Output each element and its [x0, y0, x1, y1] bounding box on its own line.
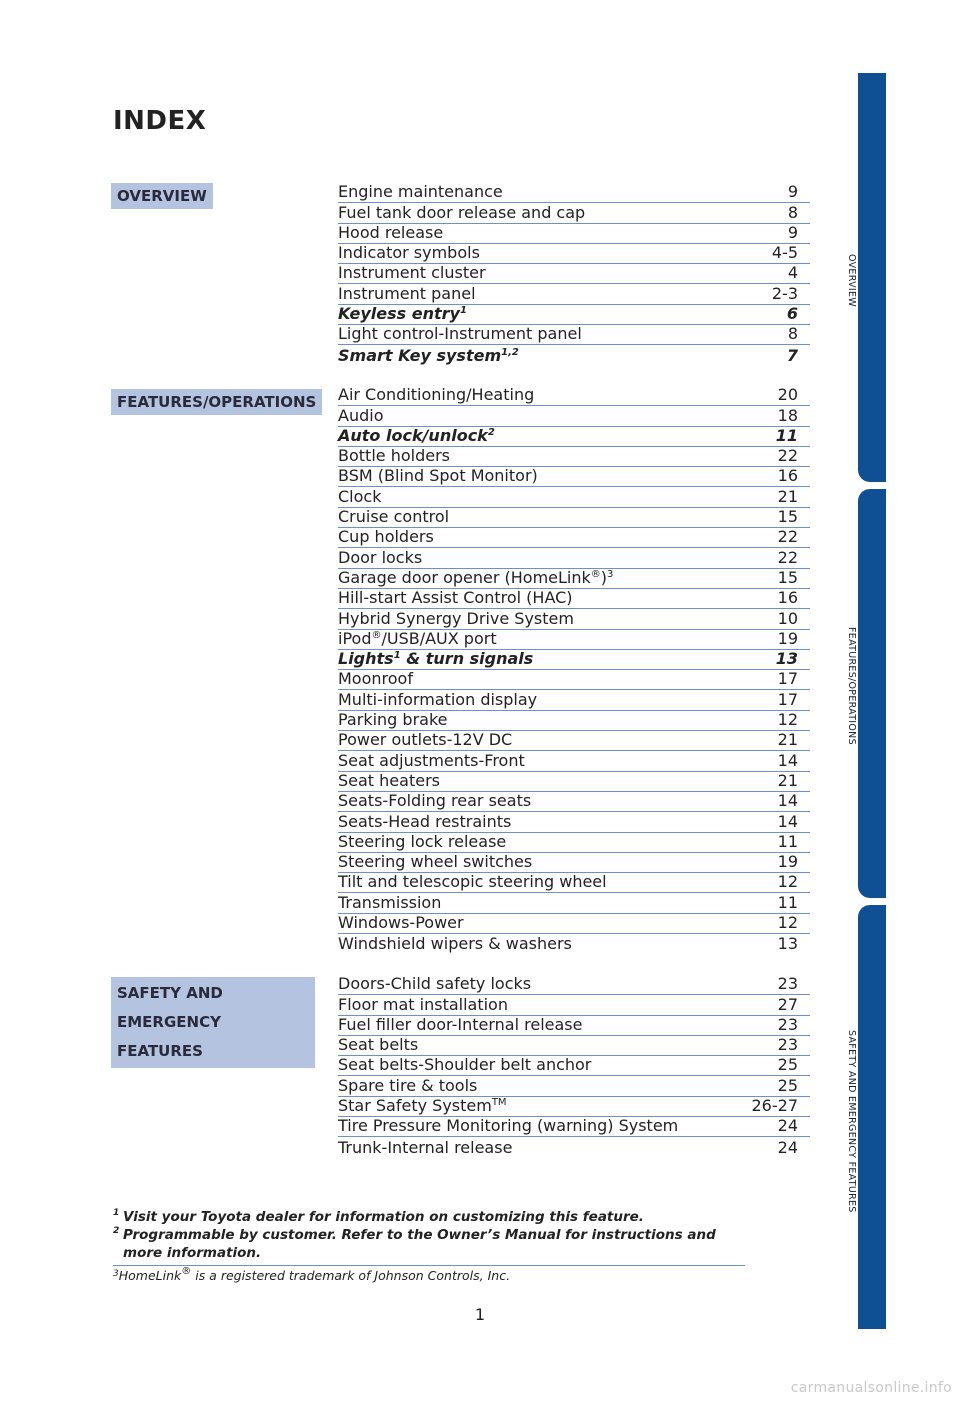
index-entry [338, 305, 810, 325]
index-entry [338, 264, 810, 284]
entry-page: 12 [777, 872, 798, 892]
index-entry [338, 1056, 810, 1076]
footnote-ref: TM [491, 1097, 507, 1109]
registered-mark: ® [181, 1266, 192, 1277]
footnote-ref: 1 [459, 305, 467, 317]
page-title: INDEX [113, 106, 207, 136]
entry-label: Indicator symbols [338, 243, 480, 263]
index-entry [338, 914, 810, 934]
index-entry [338, 487, 810, 507]
entry-label: Engine maintenance [338, 182, 503, 202]
index-entry [338, 589, 810, 609]
side-label-features: FEATURES/OPERATIONS [846, 627, 857, 745]
entry-label: BSM (Blind Spot Monitor) [338, 466, 538, 486]
entry-label: Auto lock/unlock$^2$ [338, 425, 495, 445]
index-entry [338, 812, 810, 832]
entry-label: Cruise control [338, 507, 450, 527]
index-entry [338, 893, 810, 913]
entry-label: Transmission [338, 892, 442, 912]
entry-label: Tire Pressure Monitoring (warning) System [338, 1116, 679, 1136]
registered-mark: ® [371, 629, 382, 641]
footnote-divider [113, 1265, 745, 1266]
entry-page: 23 [777, 974, 798, 994]
footnote-2-continued [113, 1244, 743, 1262]
index-entry [338, 284, 810, 304]
entry-page: 23 [777, 1035, 798, 1055]
entry-page: 22 [777, 527, 798, 547]
entry-label: Seat belts [338, 1035, 419, 1055]
entry-page: 14 [777, 791, 798, 811]
entry-label: Audio [338, 405, 384, 425]
side-label-safety: SAFETY AND EMERGENCY FEATURES [846, 1030, 857, 1213]
footnote-text: Programmable by customer. Refer to the Owner’s Manual for instructions and [123, 1227, 716, 1243]
index-entry [338, 873, 810, 893]
side-tab-features[interactable] [858, 489, 886, 898]
entry-label: Seats-Head restraints [338, 811, 512, 831]
entry-page: 13 [775, 649, 798, 669]
entry-label: Steering lock release [338, 831, 507, 851]
entry-page: 15 [777, 567, 798, 587]
index-entry [338, 244, 810, 264]
footnote-3 [113, 1268, 510, 1283]
entry-label: Windshield wipers & washers [338, 934, 572, 954]
index-entry [338, 406, 810, 426]
entry-page: 14 [777, 750, 798, 770]
index-entry [338, 203, 810, 223]
index-entry [338, 934, 810, 954]
entry-label: Door locks [338, 547, 423, 567]
entry-page: 8 [787, 324, 798, 344]
footnote-text: HomeLink [118, 1268, 182, 1283]
index-entry [338, 853, 810, 873]
entry-label: Fuel tank door release and cap [338, 202, 586, 222]
entry-label: Clock [338, 486, 382, 506]
entry-page: 23 [777, 1014, 798, 1034]
index-entry [338, 609, 810, 629]
index-entry [338, 630, 810, 650]
footnote-1 [113, 1208, 743, 1226]
entry-label: Power outlets-12V DC [338, 730, 513, 750]
index-entry [338, 1137, 810, 1157]
footnote-ref: 3 [607, 568, 614, 580]
footnote-2 [113, 1226, 743, 1244]
index-entry [338, 995, 810, 1015]
entry-page: 20 [777, 385, 798, 405]
footnote-ref: 2 [487, 426, 495, 438]
section-label-text: OVERVIEW [117, 187, 207, 205]
footnote-text: Visit your Toyota dealer for information on customizing this feature. [123, 1209, 644, 1225]
entry-page: 7 [786, 345, 798, 365]
entry-page: 21 [777, 770, 798, 790]
entry-page: 16 [777, 588, 798, 608]
section-label-line-1: SAFETY AND [117, 984, 223, 1002]
footnote-number: 3 [113, 1269, 119, 1279]
entry-label: Seats-Folding rear seats [338, 791, 532, 811]
entry-page: 11 [775, 425, 798, 445]
entry-label: Light control-Instrument panel [338, 324, 582, 344]
entry-page: 17 [777, 689, 798, 709]
entry-page: 17 [777, 669, 798, 689]
index-entry [338, 975, 810, 995]
entry-page: 26-27 [751, 1096, 798, 1116]
entry-label: Trunk-Internal release [338, 1137, 513, 1157]
entry-page: 25 [777, 1075, 798, 1095]
index-entry [338, 833, 810, 853]
entry-label: Keyless entry$^1$ [338, 304, 467, 324]
footnotes [113, 1208, 743, 1262]
index-entry [338, 711, 810, 731]
section-label-text: FEATURES/OPERATIONS [117, 393, 317, 411]
index-list-features [338, 386, 810, 954]
index-entry [338, 690, 810, 710]
section-label-features [111, 389, 322, 415]
entry-page: 13 [777, 934, 798, 954]
entry-label: Parking brake [338, 710, 448, 730]
index-entry [338, 224, 810, 244]
entry-page: 6 [786, 304, 798, 324]
entry-label: Moonroof [338, 669, 413, 689]
index-entry [338, 386, 810, 406]
index-entry [338, 447, 810, 467]
entry-page: 19 [777, 628, 798, 648]
footnote-text: is a registered trademark of Johnson Controls, Inc. [191, 1268, 511, 1283]
footnote-text: more information. [123, 1245, 262, 1261]
index-entry [338, 183, 810, 203]
entry-page: 16 [777, 466, 798, 486]
entry-label: Fuel filler door-Internal release [338, 1014, 583, 1034]
entry-page: 21 [777, 486, 798, 506]
entry-label: Hybrid Synergy Drive System [338, 608, 574, 628]
index-entry [338, 467, 810, 487]
entry-page: 14 [777, 811, 798, 831]
entry-label: Tilt and telescopic steering wheel [338, 872, 607, 892]
footnote-ref: 1,2 [501, 346, 519, 358]
index-entry [338, 528, 810, 548]
entry-label: Doors-Child safety locks [338, 974, 532, 994]
entry-page: 22 [777, 446, 798, 466]
footnote-number: 1 [113, 1208, 120, 1218]
index-entry [338, 792, 810, 812]
entry-label: Garage door opener (HomeLink®)$^3$ [338, 567, 614, 587]
entry-page: 4 [787, 263, 798, 283]
entry-page: 27 [777, 994, 798, 1014]
entry-label: Hood release [338, 222, 444, 242]
side-tab-overview[interactable] [858, 73, 886, 482]
entry-label: iPod®/USB/AUX port [338, 628, 497, 648]
entry-page: 25 [777, 1055, 798, 1075]
entry-label: Multi-information display [338, 689, 538, 709]
entry-label: Hill-start Assist Control (HAC) [338, 588, 573, 608]
index-entry [338, 731, 810, 751]
entry-label: Seat belts-Shoulder belt anchor [338, 1055, 592, 1075]
index-entry [338, 1097, 810, 1117]
index-list-overview [338, 183, 810, 366]
entry-label: Spare tire & tools [338, 1075, 478, 1095]
entry-page: 10 [777, 608, 798, 628]
footnote-ref: 1 [393, 650, 401, 662]
entry-page: 21 [777, 730, 798, 750]
index-entry [338, 1076, 810, 1096]
watermark: carmanualsonline.info [790, 1380, 952, 1396]
entry-label: Windows-Power [338, 913, 464, 933]
entry-label: Seat heaters [338, 770, 440, 790]
index-entry [338, 751, 810, 771]
entry-page: 12 [777, 710, 798, 730]
entry-page: 9 [787, 182, 798, 202]
index-entry [338, 1016, 810, 1036]
entry-page: 24 [777, 1137, 798, 1157]
section-label-line-2: EMERGENCY FEATURES [117, 1013, 221, 1060]
entry-label: Cup holders [338, 527, 434, 547]
entry-page: 18 [777, 405, 798, 425]
page-number: 1 [474, 1305, 486, 1324]
entry-label: Lights$^1$ & turn signals [338, 649, 534, 669]
entry-label: Steering wheel switches [338, 852, 533, 872]
entry-label: Smart Key system$^{1,2}$ [338, 345, 519, 365]
index-entry [338, 670, 810, 690]
index-entry [338, 427, 810, 447]
entry-label: Seat adjustments-Front [338, 750, 525, 770]
index-entry [338, 548, 810, 568]
entry-page: 22 [777, 547, 798, 567]
entry-label: Floor mat installation [338, 994, 508, 1014]
entry-page: 11 [777, 831, 798, 851]
entry-page: 15 [777, 507, 798, 527]
entry-page: 24 [777, 1116, 798, 1136]
entry-label: Star Safety System™ [338, 1096, 507, 1116]
side-tab-safety[interactable] [858, 905, 886, 1329]
index-entry [338, 1036, 810, 1056]
section-label-overview [111, 183, 213, 209]
entry-page: 2-3 [771, 283, 798, 303]
entry-page: 11 [777, 892, 798, 912]
entry-label: Bottle holders [338, 446, 450, 466]
entry-label: Instrument cluster [338, 263, 486, 283]
footnote-number: 2 [113, 1226, 120, 1236]
index-entry [338, 650, 810, 670]
entry-label: Air Conditioning/Heating [338, 385, 535, 405]
index-list-safety [338, 975, 810, 1158]
section-label-safety [111, 977, 315, 1068]
index-entry [338, 325, 810, 345]
entry-page: 4-5 [771, 243, 798, 263]
index-entry [338, 345, 810, 365]
registered-mark: ® [590, 568, 601, 580]
entry-page: 19 [777, 852, 798, 872]
entry-page: 8 [787, 202, 798, 222]
index-entry [338, 569, 810, 589]
index-entry [338, 508, 810, 528]
entry-page: 12 [777, 913, 798, 933]
entry-page: 9 [787, 222, 798, 242]
index-entry [338, 772, 810, 792]
side-label-overview: OVERVIEW [846, 254, 857, 307]
entry-label: Instrument panel [338, 283, 476, 303]
index-entry [338, 1117, 810, 1137]
